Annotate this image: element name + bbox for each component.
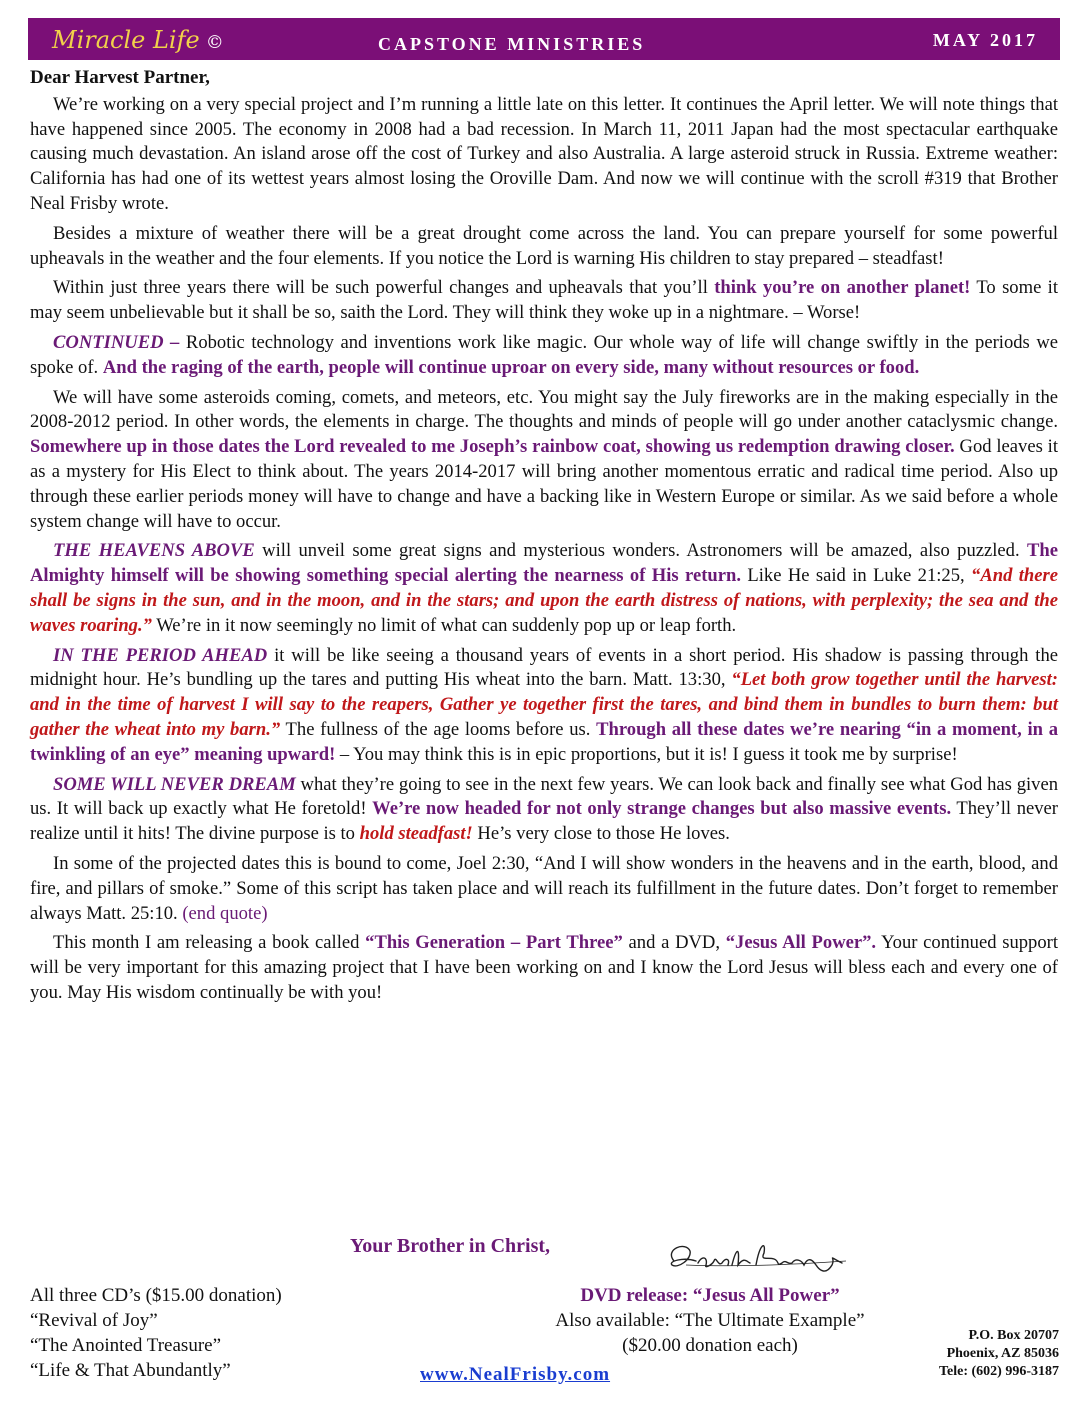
text-span: We’re in it now seemingly no limit of what can suddenly pop up or leap forth. (151, 614, 737, 636)
greeting: Dear Harvest Partner, (30, 67, 210, 88)
text-span: will unveil some great signs and mysterious wonders. Astronomers will be amazed, also puzzled. (254, 540, 1028, 562)
website-link[interactable]: www.NealFrisby.com (420, 1364, 611, 1385)
dvd-title: “Jesus All Power”. (725, 932, 877, 954)
emphasis-text: And the raging of the earth, people will continue uproar on every side, many without resources or food. (102, 356, 920, 378)
text-span: and a DVD, (622, 932, 726, 954)
text-span: Your continued support will be very important for this amazing project that I have been working on and I know the Lord Jesus will bless each and every one of you. May His wisdom continually be with you! (30, 932, 1058, 1003)
scripture-quote: “And there shall be signs in the sun, and in the moon, and in the stars; and upon the earth distress of nations, with perplexity; the sea and the waves roaring.” (30, 565, 1059, 636)
paragraph-10 (30, 931, 1058, 1005)
text-span: Robotic technology and inventions work like magic. Our whole way of life will change swiftly in the periods we spoke of. (30, 331, 1058, 378)
brand-name: Miracle Life (52, 26, 200, 54)
po-box: P.O. Box 20707 (968, 1328, 1059, 1343)
text-span: – You may think this is in epic proportions, but it is! I guess it took me by surprise! (335, 743, 958, 765)
emphasis-text: Somewhere up in those dates the Lord revealed to me Joseph’s rainbow coat, showing us redemption drawing closer. (30, 436, 955, 458)
paragraph-3 (30, 276, 1058, 326)
emphasis-text: We’re now headed for not only strange changes but also massive events. (372, 798, 952, 820)
paragraph-7 (30, 644, 1058, 768)
text-span: He’s very close to those He loves. (472, 823, 730, 845)
text-span: what they’re going to see in the next few years. We can look back and finally see what God has given us. It will back up exactly what He foretold! (30, 773, 1059, 820)
end-quote: (end quote) (182, 902, 268, 924)
mailing-address (939, 1327, 1059, 1381)
donation-note: ($20.00 donation each) (622, 1335, 798, 1356)
text-span: In some of the projected dates this is bound to come, Joel 2:30, “And I will show wonders in the heavens and in the earth, blood, and fire, and pillars of smoke.” Some of this script has taken place and will reach its fulfillment in the future dates. Don’t forget to remember always Matt. 25:10. (30, 852, 1058, 924)
cd-offer-list (30, 1283, 282, 1383)
paragraph-8 (30, 773, 1058, 847)
dvd-offer (520, 1283, 900, 1358)
paragraph-6 (30, 539, 1058, 638)
paragraph-1: We’re working on a very special project and I’m running a little late on this letter. It continues the April letter. We will note things that have happened since 2005. The economy in 2008 had a bad recession. In March 11, 2011 Japan had the most spectacular earthquake causing much devastation. An island arose off the cost of Turkey and also Australia. A large asteroid struck in Russia. Extreme weather: California has had one of its wettest years almost losing the Oroville Dam. And now we will continue with the scroll #319 that Brother Neal Frisby wrote. (30, 93, 1058, 214)
cd-title: “The Anointed Treasure” (30, 1335, 222, 1356)
text-span: it will be like seeing a thousand years of events in a short period. His shadow is passing through the midnight hour. He’s bundling up the tares and putting His wheat into the barn. Matt. 13:30, (30, 644, 1058, 691)
emphasis-text: Through all these dates we’re nearing “in a moment, in a twinkling of an eye” meaning upward! (30, 718, 1058, 765)
also-available: Also available: “The Ultimate Example” (555, 1310, 865, 1331)
text-span: The fullness of the age looms before us. (280, 718, 597, 740)
section-lead: CONTINUED – (53, 331, 180, 353)
book-title: “This Generation – Part Three” (365, 932, 623, 954)
copyright-symbol: © (205, 32, 224, 53)
scripture-quote: “Let both grow together until the harvest: and in the time of harvest I will say to the reapers, Gather ye together first the tares, and bind them in bundles to burn them: but gather the wheat into my barn.” (30, 669, 1058, 740)
text-span: God leaves it as a mystery for His Elect to think about. The years 2014-2017 will bring another momentous erratic and radical time period. Also up through these earlier periods money will have to change and have a backing like in Western Europe or similar. As we said before a whole system change will have to occur. (30, 436, 1058, 532)
text-span: Within just three years there will be such powerful changes and upheavals that you’ll (53, 277, 715, 299)
handwritten-signature (656, 1235, 856, 1279)
emphasis-text: The Almighty himself will be showing something special alerting the nearness of His return. (30, 540, 1059, 587)
paragraph-2: Besides a mixture of weather there will be a great drought come across the land. You can prepare yourself for some powerful upheavals in the weather and the four elements. If you notice the Lord is warning His children to stay prepared – steadfast! (30, 222, 1058, 269)
ministry-name: CAPSTONE MINISTRIES (378, 34, 646, 54)
text-span: We will have some asteroids coming, comets, and meteors, etc. You might say the July fireworks are in the making especially in the 2008-2012 period. In other words, the elements in charge. The thoughts and minds of people will go under another cataclysmic change. (30, 386, 1058, 433)
text-span: This month I am releasing a book called (53, 932, 366, 954)
brand-logo (52, 26, 224, 54)
emphasis-red: hold steadfast! (359, 823, 473, 845)
emphasis-text: think you’re on another planet! (714, 277, 971, 299)
letter-body (30, 66, 1058, 1011)
dvd-release: DVD release: “Jesus All Power” (580, 1285, 840, 1306)
telephone: Tele: (602) 996-3187 (938, 1364, 1059, 1379)
paragraph-9 (30, 852, 1058, 926)
text-span: They’ll never realize until it hits! The divine purpose is to (30, 798, 1058, 845)
section-lead: SOME WILL NEVER DREAM (53, 773, 296, 795)
paragraph-4 (30, 331, 1058, 381)
paragraph-5 (30, 386, 1058, 535)
section-lead: IN THE PERIOD AHEAD (53, 644, 268, 666)
cd-title: “Revival of Joy” (30, 1310, 158, 1331)
issue-date: MAY 2017 (932, 30, 1038, 50)
closing-line: Your Brother in Christ, (350, 1235, 551, 1257)
city-state-zip: Phoenix, AZ 85036 (946, 1346, 1059, 1361)
text-span: Like He said in Luke 21:25, (741, 565, 972, 587)
section-lead: THE HEAVENS ABOVE (53, 540, 255, 562)
letterhead-banner (28, 18, 1060, 60)
cd-title: “Life & That Abundantly” (30, 1360, 231, 1381)
text-span: To some it may seem unbelievable but it shall be so, saith the Lord. They will think they woke up in a nightmare. – Worse! (30, 277, 1059, 324)
cd-offer-line: All three CD’s ($15.00 donation) (30, 1285, 282, 1306)
